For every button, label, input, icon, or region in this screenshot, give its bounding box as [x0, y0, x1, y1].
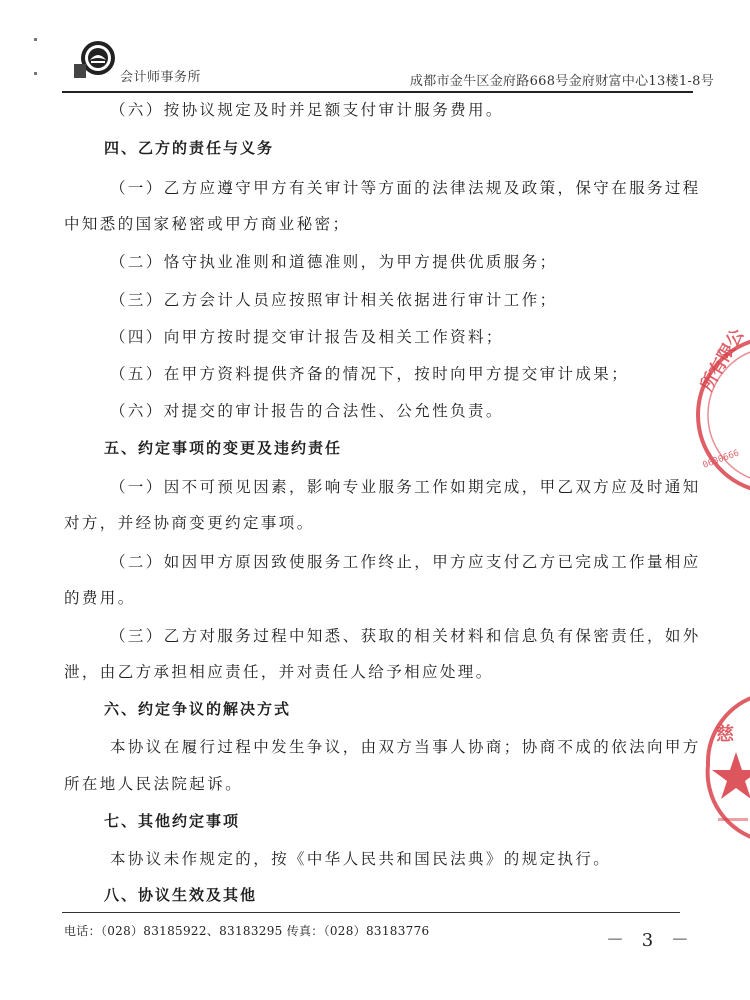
seal-text: 所有限公: [697, 325, 749, 395]
company-seal-partial: [684, 325, 750, 500]
seal-number: 0630666: [701, 448, 741, 471]
body-line: （二）如因甲方原因致使服务工作终止，甲方应支付乙方已完成工作量相应: [110, 553, 701, 571]
body-line: 的费用。: [64, 589, 136, 607]
body-line: （五）在甲方资料提供齐备的情况下，按时向甲方提交审计成果；: [110, 365, 630, 383]
body-line: 本协议未作规定的，按《中华人民共和国民法典》的规定执行。: [110, 850, 612, 868]
body-line: （四）向甲方按时提交审计报告及相关工作资料；: [110, 328, 504, 346]
header-divider: [62, 91, 693, 93]
body-line: （六）对提交的审计报告的合法性、公允性负责。: [110, 402, 504, 420]
section-heading: 四、乙方的责任与义务: [104, 139, 275, 157]
seal-text: 慈: [716, 724, 734, 745]
body-line: （二）恪守执业准则和道德准则，为甲方提供优质服务；: [110, 253, 558, 271]
seal-star-icon: [712, 752, 750, 799]
section-heading: 七、其他约定事项: [104, 812, 241, 830]
body-line: 本协议在履行过程中发生争议，由双方当事人协商；协商不成的依法向甲方: [110, 738, 701, 756]
page-number: － 3 －: [606, 930, 695, 951]
body-line: 泄，由乙方承担相应责任，并对责任人给予相应处理。: [64, 663, 494, 681]
scan-mark: [34, 38, 37, 41]
firm-address: 成都市金牛区金府路668号金府财富中心13楼1-8号: [409, 74, 714, 89]
section-heading: 五、约定事项的变更及违约责任: [104, 439, 343, 457]
body-line: 中知悉的国家秘密或甲方商业秘密；: [64, 215, 351, 233]
section-heading: 八、协议生效及其他: [104, 886, 258, 904]
body-line: （一）乙方应遵守甲方有关审计等方面的法律法规及政策，保守在服务过程: [110, 179, 701, 197]
footer-contact: 电话：（028）83185922、83183295 传真：（028）83183776: [64, 924, 430, 938]
body-line: （六）按协议规定及时并足额支付审计服务费用。: [110, 101, 504, 119]
body-line: （三）乙方会计人员应按照审计相关依据进行审计工作；: [110, 291, 558, 309]
official-seal-partial: [700, 690, 750, 860]
body-line: （三）乙方对服务过程中知悉、获取的相关材料和信息负有保密责任，如外: [110, 627, 701, 645]
scan-mark: [34, 72, 37, 75]
body-line: 所在地人民法院起诉。: [64, 775, 244, 793]
firm-name: 会计师事务所: [120, 70, 202, 85]
logo-base: [74, 64, 86, 78]
body-line: （一）因不可预见因素，影响专业服务工作如期完成，甲乙双方应及时通知: [110, 478, 701, 496]
body-line: 对方，并经协商变更约定事项。: [64, 514, 315, 532]
section-heading: 六、约定争议的解决方式: [104, 700, 292, 718]
footer-divider: [62, 912, 680, 913]
